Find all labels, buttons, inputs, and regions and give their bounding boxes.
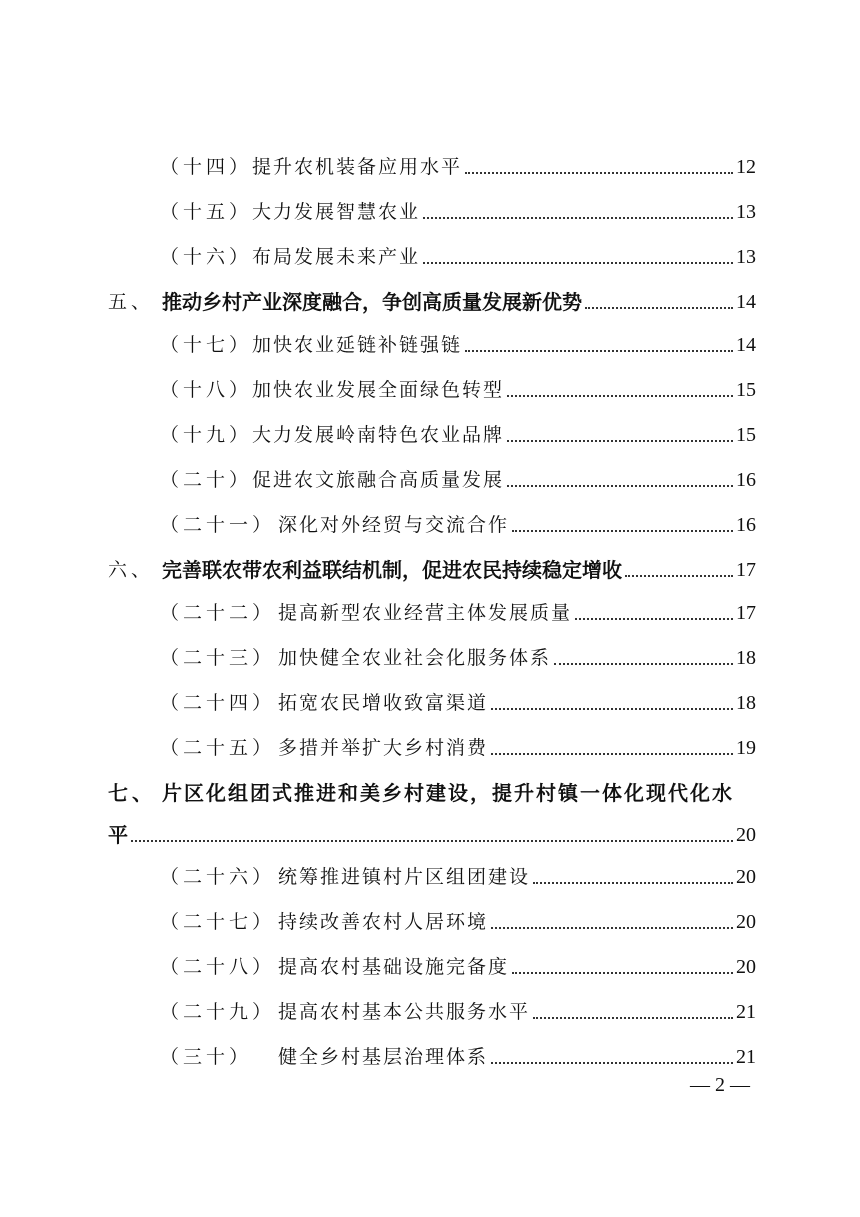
- toc-chapter-number: 六、: [108, 559, 155, 581]
- toc-entry-title: 加快农业发展全面绿色转型: [252, 379, 505, 401]
- toc-entry[interactable]: [160, 860, 756, 890]
- toc-entry-page: 20: [736, 911, 756, 933]
- toc-entry-number: （二十三）: [160, 647, 276, 669]
- dot-leader: [423, 217, 733, 219]
- toc-entry[interactable]: [160, 195, 756, 225]
- dot-leader: [491, 1062, 733, 1064]
- toc-chapter-entry[interactable]: [108, 776, 756, 806]
- toc-chapter-entry[interactable]: [108, 285, 756, 315]
- toc-entry[interactable]: [160, 418, 756, 448]
- toc-chapter-title: 片区化组团式推进和美乡村建设，提升村镇一体化现代化水: [162, 781, 734, 805]
- toc-entry-number: （二十四）: [160, 692, 276, 714]
- dot-leader: [575, 618, 733, 620]
- dot-leader: [512, 530, 733, 532]
- dot-leader: [465, 350, 733, 352]
- toc-entry-number: （二十五）: [160, 737, 276, 759]
- toc-entry-number: （十八）: [160, 379, 253, 401]
- toc-entry-number: （二十九）: [160, 1001, 276, 1023]
- toc-chapter-title: 完善联农带农利益联结机制，促进农民持续稳定增收: [162, 558, 622, 582]
- dot-leader: [554, 663, 733, 665]
- toc-entry[interactable]: [160, 686, 756, 716]
- toc-entry-page: 20: [736, 866, 756, 888]
- toc-entry-title: 健全乡村基层治理体系: [278, 1046, 489, 1068]
- toc-entry-title: 加快农业延链补链强链: [252, 334, 463, 356]
- toc-entry-number: （二十二）: [160, 602, 276, 624]
- toc-chapter-title-continued: 平: [108, 823, 128, 847]
- dot-leader: [491, 708, 733, 710]
- toc-entry-number: （二十六）: [160, 866, 276, 888]
- toc-chapter-number: 五、: [108, 291, 155, 313]
- dot-leader: [585, 307, 733, 309]
- toc-entry-number: （二十）: [160, 469, 253, 491]
- toc-entry[interactable]: [160, 641, 756, 671]
- toc-entry-title: 大力发展智慧农业: [252, 201, 421, 223]
- toc-entry-title: 提升农机装备应用水平: [252, 156, 463, 178]
- dot-leader: [491, 753, 733, 755]
- toc-entry-page: 21: [736, 1046, 756, 1068]
- toc-chapter-entry-continued[interactable]: [108, 818, 756, 848]
- toc-chapter-entry[interactable]: [108, 553, 756, 583]
- toc-entry-page: 20: [736, 956, 756, 978]
- toc-entry-page: 17: [736, 559, 756, 581]
- toc-entry[interactable]: [160, 596, 756, 626]
- dot-leader: [533, 882, 733, 884]
- toc-entry[interactable]: [160, 1040, 756, 1070]
- toc-chapter-number: 七、: [108, 781, 156, 805]
- toc-entry-number: （十七）: [160, 334, 253, 356]
- toc-entry[interactable]: [160, 373, 756, 403]
- dot-leader: [423, 262, 733, 264]
- dot-leader: [512, 972, 733, 974]
- toc-entry-title: 统筹推进镇村片区组团建设: [278, 866, 531, 888]
- toc-entry-title: 加快健全农业社会化服务体系: [278, 647, 552, 669]
- toc-entry[interactable]: [160, 995, 756, 1025]
- toc-entry-title: 提高农村基础设施完备度: [278, 956, 510, 978]
- toc-entry-title: 提高农村基本公共服务水平: [278, 1001, 531, 1023]
- toc-entry-page: 13: [736, 201, 756, 223]
- toc-entry-number: （十四）: [160, 156, 253, 178]
- toc-entry-page: 13: [736, 246, 756, 268]
- toc-entry-title: 拓宽农民增收致富渠道: [278, 692, 489, 714]
- toc-entry[interactable]: [160, 463, 756, 493]
- toc-entry[interactable]: [160, 508, 756, 538]
- toc-entry-number: （三十）: [160, 1046, 253, 1068]
- toc-entry-page: 18: [736, 692, 756, 714]
- toc-entry-page: 14: [736, 334, 756, 356]
- toc-entry-page: 12: [736, 156, 756, 178]
- dot-leader: [131, 840, 733, 842]
- toc-entry-title: 深化对外经贸与交流合作: [278, 514, 510, 536]
- toc-entry[interactable]: [160, 905, 756, 935]
- toc-entry[interactable]: [160, 150, 756, 180]
- toc-entry-page: 17: [736, 602, 756, 624]
- toc-entry-page: 15: [736, 379, 756, 401]
- toc-chapter-title: 推动乡村产业深度融合，争创高质量发展新优势: [162, 290, 582, 314]
- dot-leader: [465, 172, 733, 174]
- toc-entry-number: （十六）: [160, 246, 253, 268]
- toc-entry-page: 16: [736, 514, 756, 536]
- dot-leader: [507, 485, 733, 487]
- toc-entry-page: 14: [736, 291, 756, 313]
- toc-entry-number: （二十八）: [160, 956, 276, 978]
- toc-entry-title: 大力发展岭南特色农业品牌: [252, 424, 505, 446]
- toc-entry-number: （十九）: [160, 424, 253, 446]
- toc-entry-title: 持续改善农村人居环境: [278, 911, 489, 933]
- toc-entry[interactable]: [160, 950, 756, 980]
- toc-entry-page: 19: [736, 737, 756, 759]
- toc-entry[interactable]: [160, 240, 756, 270]
- dot-leader: [491, 927, 733, 929]
- toc-entry-number: （二十七）: [160, 911, 276, 933]
- page-number-footer: — 2 —: [690, 1074, 750, 1096]
- toc-entry-title: 促进农文旅融合高质量发展: [252, 469, 505, 491]
- toc-entry[interactable]: [160, 731, 756, 761]
- toc-entry-title: 布局发展未来产业: [252, 246, 421, 268]
- dot-leader: [507, 395, 733, 397]
- toc-entry-page: 16: [736, 469, 756, 491]
- toc-entry-number: （二十一）: [160, 514, 276, 536]
- toc-entry-page: 20: [736, 824, 756, 846]
- toc-entry-page: 21: [736, 1001, 756, 1023]
- toc-entry-title: 提高新型农业经营主体发展质量: [278, 602, 573, 624]
- dot-leader: [625, 575, 733, 577]
- toc-entry-title: 多措并举扩大乡村消费: [278, 737, 489, 759]
- dot-leader: [533, 1017, 733, 1019]
- toc-entry[interactable]: [160, 328, 756, 358]
- dot-leader: [507, 440, 733, 442]
- toc-entry-page: 15: [736, 424, 756, 446]
- toc-entry-number: （十五）: [160, 201, 253, 223]
- toc-entry-page: 18: [736, 647, 756, 669]
